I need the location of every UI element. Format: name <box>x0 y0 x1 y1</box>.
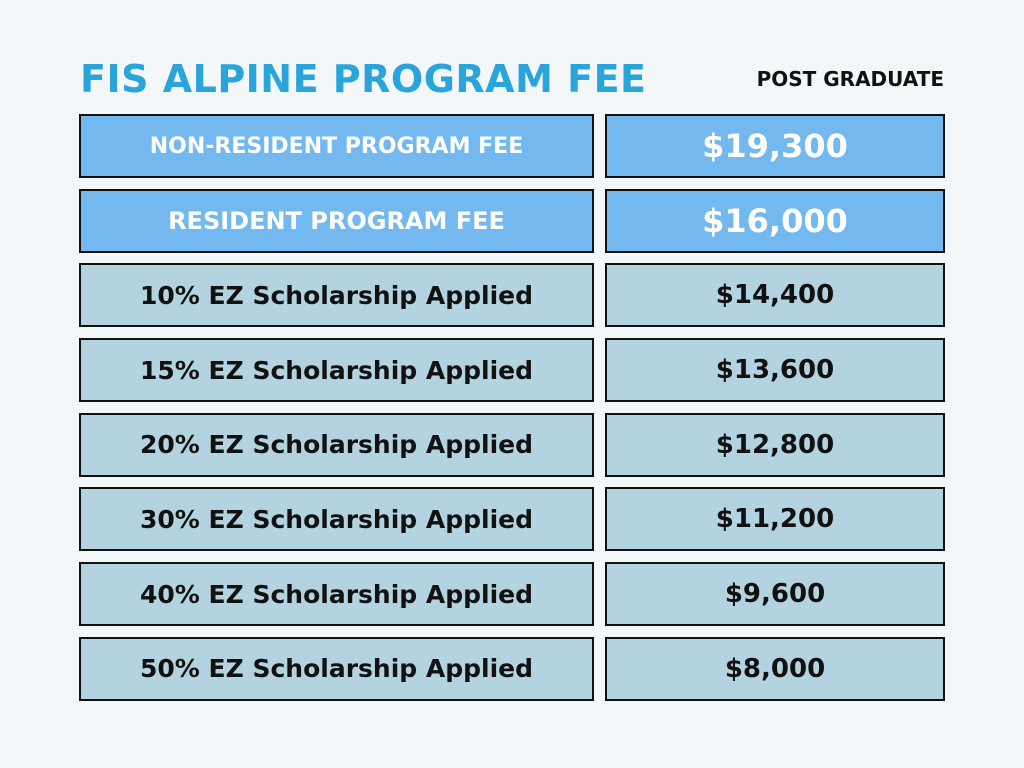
fee-amount: $11,200 <box>605 487 945 551</box>
fee-row-scholarship-10 <box>79 263 945 327</box>
page-subtitle: POST GRADUATE <box>756 67 944 91</box>
fee-row-scholarship-40 <box>79 562 945 626</box>
fee-label: 50% EZ Scholarship Applied <box>79 637 594 701</box>
fee-amount: $16,000 <box>605 189 945 253</box>
page-title: FIS ALPINE PROGRAM FEE <box>80 57 647 101</box>
fee-label: 30% EZ Scholarship Applied <box>79 487 594 551</box>
fee-label: NON-RESIDENT PROGRAM FEE <box>79 114 594 178</box>
fee-label: RESIDENT PROGRAM FEE <box>79 189 594 253</box>
fee-amount: $12,800 <box>605 413 945 477</box>
fee-amount: $13,600 <box>605 338 945 402</box>
fee-amount: $19,300 <box>605 114 945 178</box>
fee-row-scholarship-20 <box>79 413 945 477</box>
fee-row-scholarship-15 <box>79 338 945 402</box>
fee-row-scholarship-50 <box>79 637 945 701</box>
fee-amount: $8,000 <box>605 637 945 701</box>
fee-row-scholarship-30 <box>79 487 945 551</box>
fee-label: 10% EZ Scholarship Applied <box>79 263 594 327</box>
fee-label: 15% EZ Scholarship Applied <box>79 338 594 402</box>
fee-label: 40% EZ Scholarship Applied <box>79 562 594 626</box>
fee-amount: $9,600 <box>605 562 945 626</box>
fee-table <box>79 114 945 712</box>
fee-amount: $14,400 <box>605 263 945 327</box>
fee-row-non-resident <box>79 114 945 178</box>
fee-label: 20% EZ Scholarship Applied <box>79 413 594 477</box>
fee-row-resident <box>79 189 945 253</box>
